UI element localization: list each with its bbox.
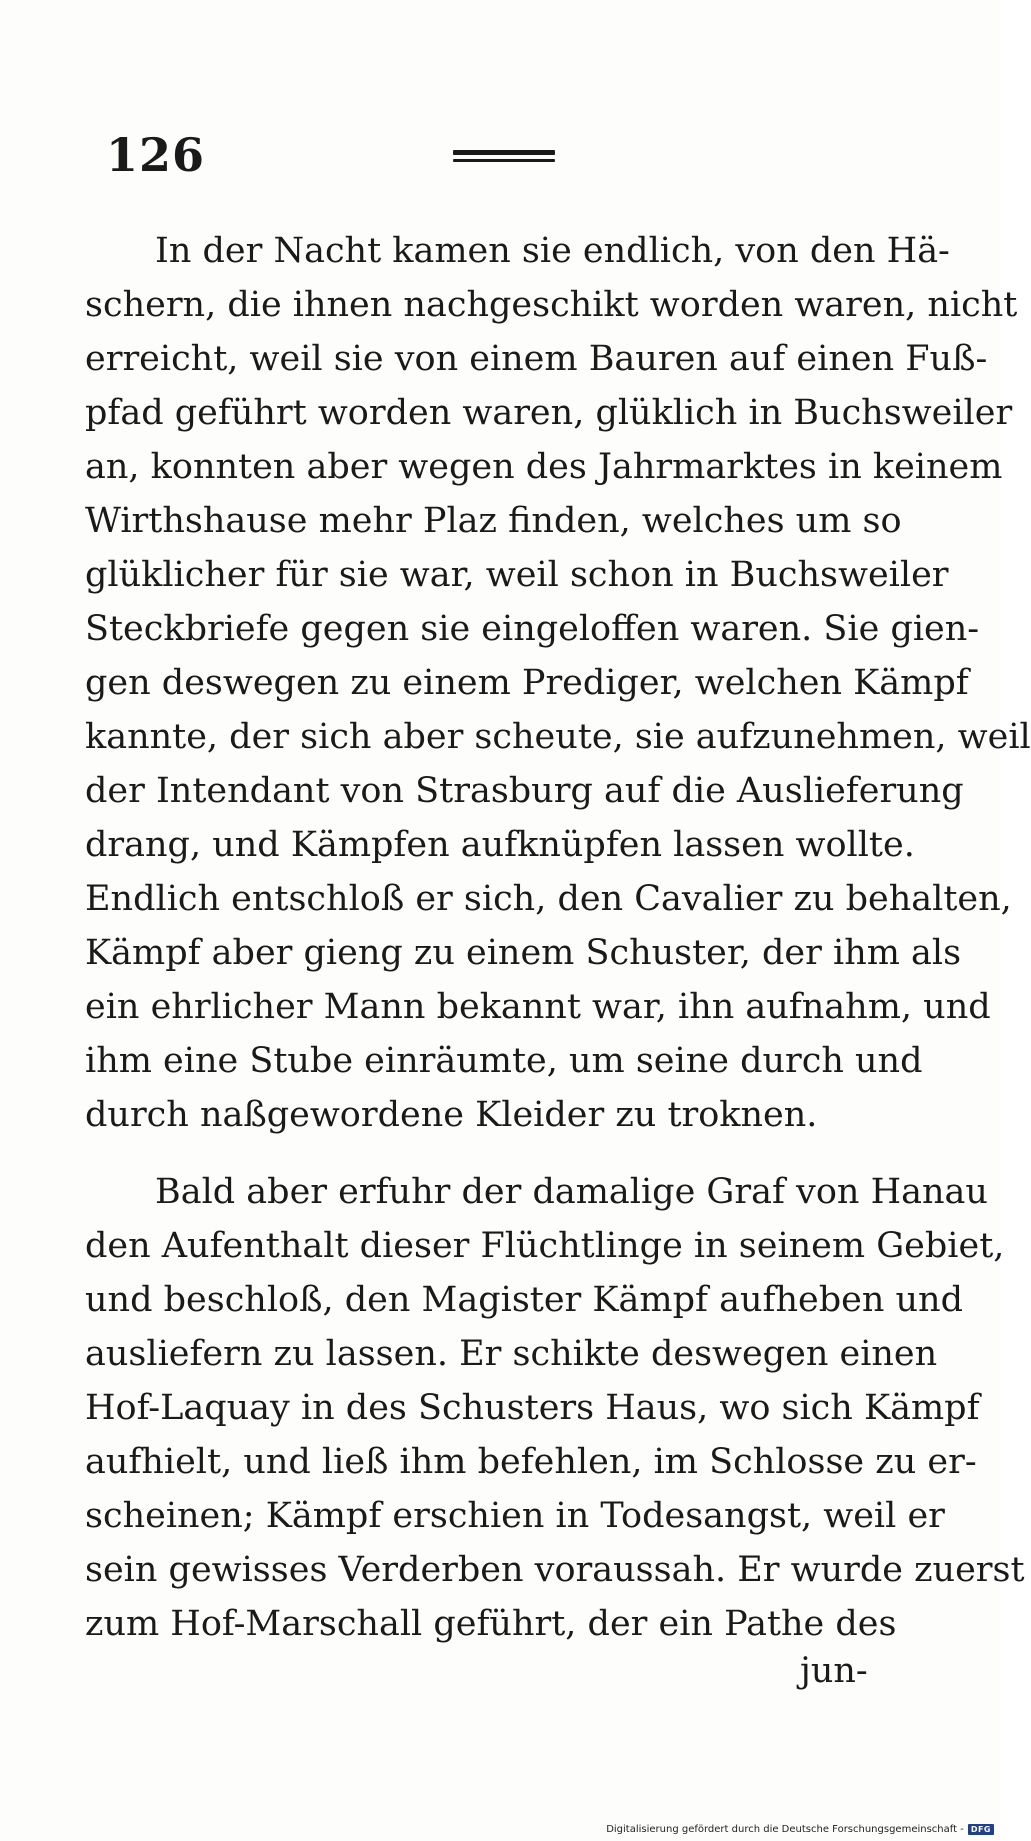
text-line: Endlich entschloß er sich, den Cavalier zu behalten, [85,879,1012,919]
text-line: gen deswegen zu einem Prediger, welchen Kämpf [85,663,969,703]
text-line: sein gewisses Verderben voraussah. Er wurde zuerst [85,1550,1025,1590]
text-line: und beschloß, den Magister Kämpf aufheben und [85,1280,963,1320]
text-line: Kämpf aber gieng zu einem Schuster, der ihm als [85,933,962,973]
paragraph-1 [85,224,1031,1142]
page-number: 126 [106,128,206,182]
text-line: Bald aber erfuhr der damalige Graf von Hanau [155,1172,988,1212]
text-line: drang, und Kämpfen aufknüpfen lassen wollte. [85,825,915,865]
rule-line-thin [453,159,555,162]
text-line: aufhielt, und ließ ihm befehlen, im Schlosse zu er- [85,1442,977,1482]
text-line: erreicht, weil sie von einem Bauren auf einen Fuß- [85,339,988,379]
text-line: Steckbriefe gegen sie eingeloffen waren. Sie gien- [85,609,980,649]
text-line: glüklicher für sie war, weil schon in Buchsweiler [85,555,949,595]
text-line: ausliefern zu lassen. Er schikte deswegen einen [85,1334,938,1374]
text-line: In der Nacht kamen sie endlich, von den Hä- [155,231,950,271]
credit-text: Digitalisierung gefördert durch die Deutsche Forschungsgemeinschaft - [606,1824,964,1835]
digitization-credit [606,1824,994,1835]
text-line: ein ehrlicher Mann bekannt war, ihn aufnahm, und [85,987,991,1027]
text-line: zum Hof-Marschall geführt, der ein Pathe des [85,1604,897,1644]
dfg-logo: DFG [968,1824,994,1835]
text-line: ihm eine Stube einräumte, um seine durch und [85,1041,923,1081]
rule-line-thick [453,150,555,155]
header-double-rule [453,150,555,172]
text-line: scheinen; Kämpf erschien in Todesangst, weil er [85,1496,945,1536]
text-line: schern, die ihnen nachgeschikt worden waren, nicht [85,285,1018,325]
catchword: jun- [800,1651,868,1691]
text-line: Hof-Laquay in des Schusters Haus, wo sich Kämpf [85,1388,980,1428]
text-line: der Intendant von Strasburg auf die Auslieferung [85,771,964,811]
text-line: pfad geführt worden waren, glüklich in Buchsweiler [85,393,1013,433]
text-line: durch naßgewordene Kleider zu troknen. [85,1095,818,1135]
text-line: Wirthshause mehr Plaz finden, welches um so [85,501,902,541]
text-line: kannte, der sich aber scheute, sie aufzunehmen, weil [85,717,1031,757]
text-line: den Aufenthalt dieser Flüchtlinge in seinem Gebiet, [85,1226,1005,1266]
text-line: an, konnten aber wegen des Jahrmarktes in keinem [85,447,1003,487]
paragraph-2 [85,1165,1025,1651]
